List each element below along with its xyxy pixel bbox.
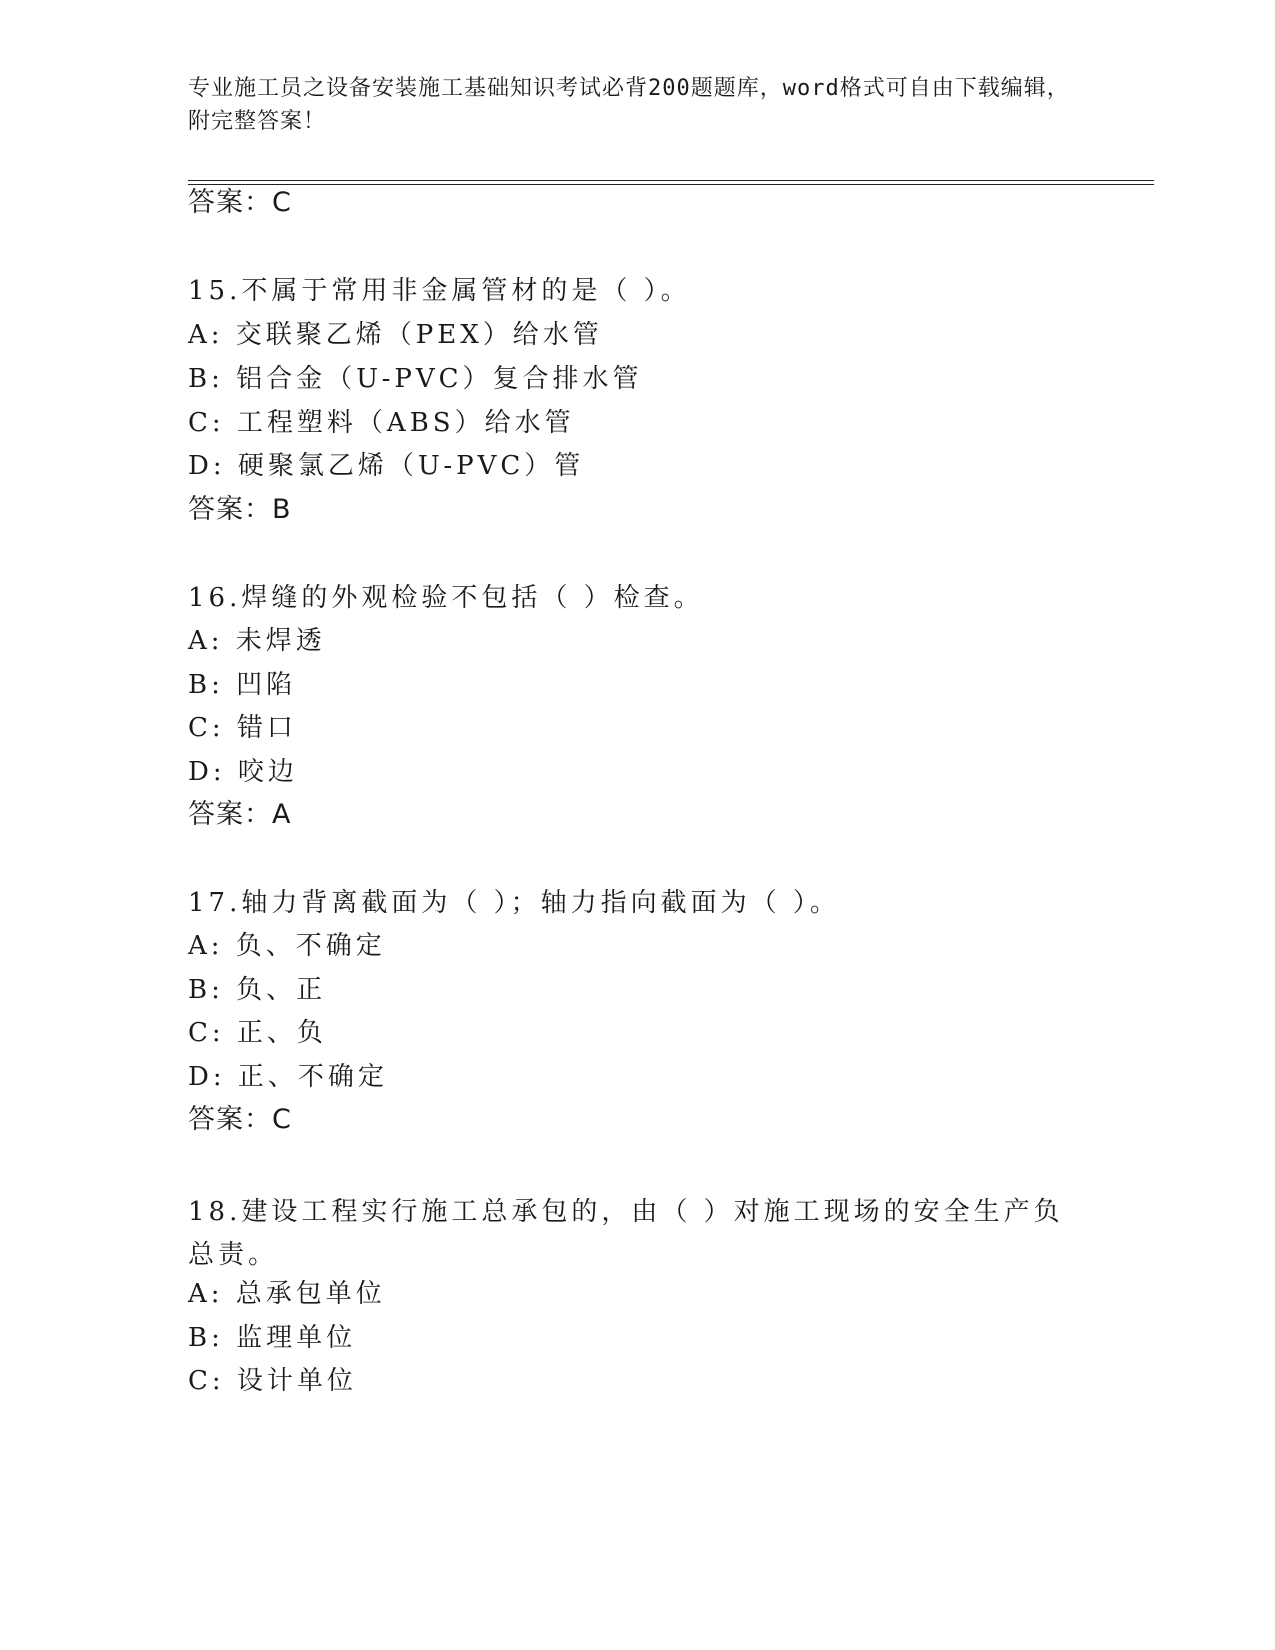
question-18-option-b: B: 监理单位 (188, 1323, 357, 1353)
document-header: 专业施工员之设备安装施工基础知识考试必背200题题库，word格式可自由下载编辑，附完整答案！ (188, 76, 1070, 134)
question-17-option-c: C: 正、负 (188, 1018, 327, 1048)
answer-q17: 答案：C (188, 1104, 292, 1135)
question-17-option-b: B: 负、正 (188, 975, 327, 1005)
question-16-stem: 16.焊缝的外观检验不包括（ ）检查。 (188, 583, 704, 613)
question-16-option-d: D: 咬边 (188, 757, 298, 787)
answer-q15: 答案：B (188, 494, 292, 525)
answer-q14: 答案：C (188, 187, 292, 218)
question-15-stem: 15.不属于常用非金属管材的是（ ）。 (188, 276, 691, 306)
question-15-option-c: C: 工程塑料（ABS）给水管 (188, 408, 575, 438)
question-15-option-a: A: 交联聚乙烯（PEX）给水管 (188, 320, 603, 350)
question-17-stem: 17.轴力背离截面为（ ）；轴力指向截面为（ ）。 (188, 888, 840, 918)
question-15-option-d: D: 硬聚氯乙烯（U-PVC）管 (188, 451, 585, 481)
question-16-option-c: C: 错口 (188, 713, 297, 743)
answer-q16: 答案：A (188, 799, 292, 830)
question-16-option-b: B: 凹陷 (188, 670, 297, 700)
header-divider-bottom (188, 184, 1154, 185)
question-18-stem: 18.建设工程实行施工总承包的，由（ ）对施工现场的安全生产负总责。 (188, 1197, 1064, 1270)
header-divider-top (188, 180, 1154, 181)
question-15-option-b: B: 铝合金（U-PVC）复合排水管 (188, 364, 643, 394)
question-16-option-a: A: 未焊透 (188, 626, 326, 656)
question-17-option-d: D: 正、不确定 (188, 1062, 388, 1092)
question-17-option-a: A: 负、不确定 (188, 931, 386, 961)
question-18-option-c: C: 设计单位 (188, 1366, 357, 1396)
question-18-option-a: A: 总承包单位 (188, 1279, 386, 1309)
